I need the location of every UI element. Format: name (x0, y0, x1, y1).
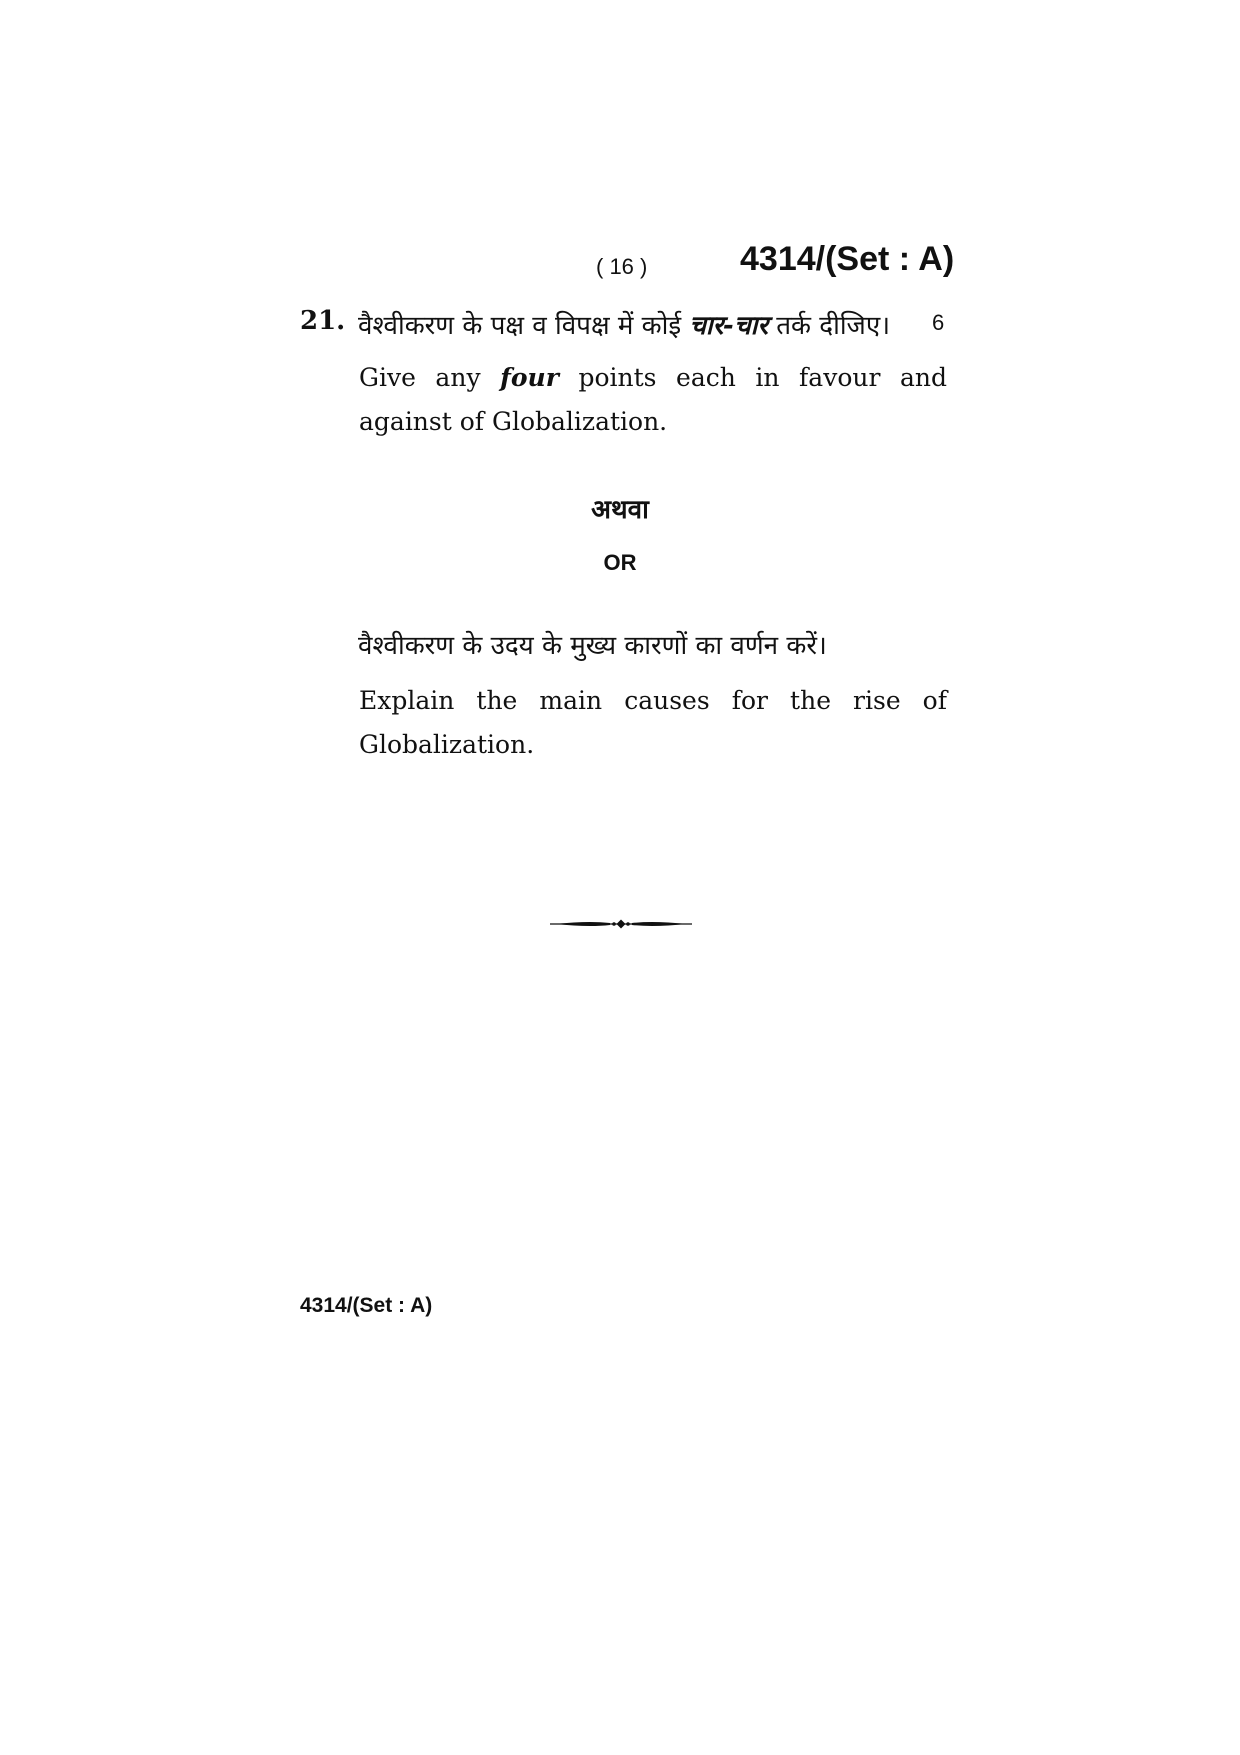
question-hindi-part-1: वैश्वीकरण के पक्ष व विपक्ष में कोई (358, 311, 690, 341)
question-hindi-emphasis: चार-चार (689, 311, 768, 341)
alternative-question-english: Explain the main causes for the rise of Globalization. (359, 686, 947, 759)
end-ornament-divider (548, 912, 694, 936)
or-separator-hindi: अथवा (591, 495, 649, 525)
question-english-emphasis: four (500, 363, 559, 392)
paper-code-footer: 4314/(Set : A) (300, 1294, 433, 1317)
question-text-hindi (358, 306, 898, 342)
or-separator-english: OR (603, 550, 637, 575)
question-marks: 6 (932, 310, 945, 335)
alternative-question-hindi: वैश्वीकरण के उदय के मुख्य कारणों का वर्णन करें। (358, 631, 827, 661)
question-english-part-2: points each in favour and against of Globalization. (359, 363, 947, 436)
paper-code-header: 4314/(Set : A) (740, 240, 955, 278)
question-english-part-1: Give any (359, 363, 501, 392)
question-text-english (359, 356, 947, 444)
question-hindi-part-2: तर्क दीजिए। (767, 311, 891, 341)
page-number: ( 16 ) (596, 254, 648, 279)
question-number: 21. (300, 306, 346, 336)
